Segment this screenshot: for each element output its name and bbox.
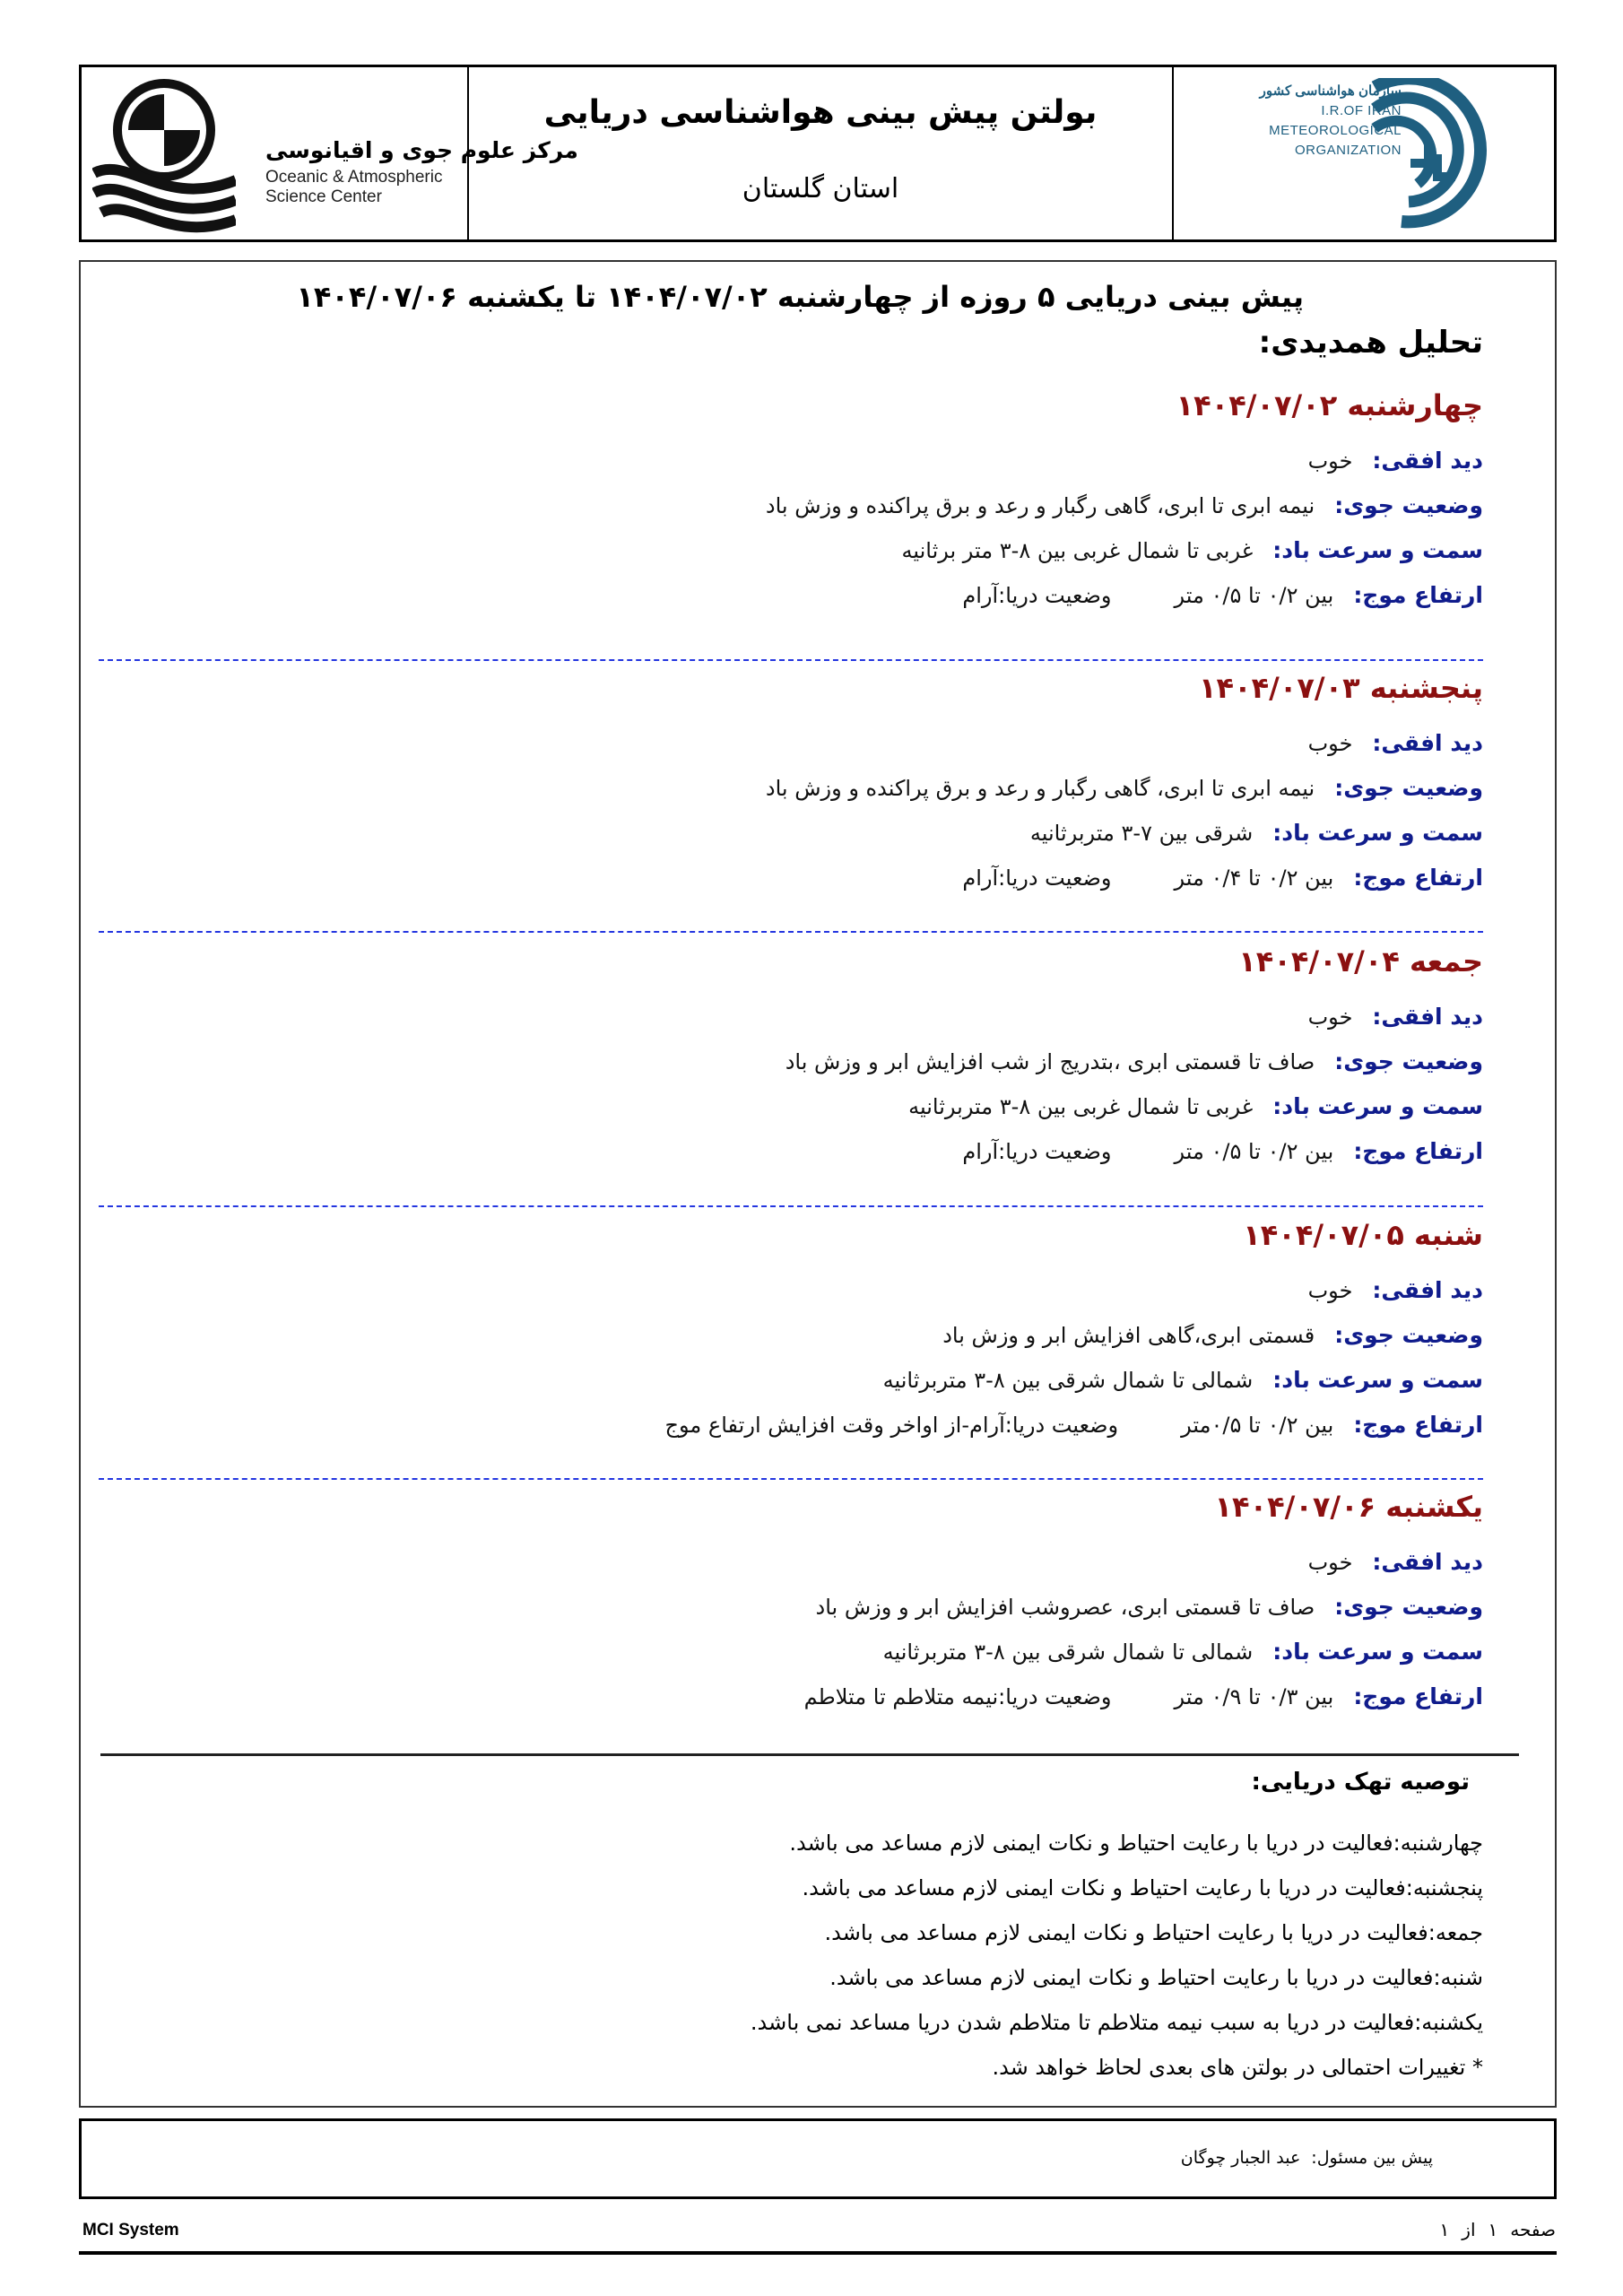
day-separator: [99, 1205, 1483, 1207]
visibility-value: خوب: [1307, 448, 1353, 474]
wind-row: [138, 528, 1483, 573]
wave-value: بین ۰/۲ تا ۰/۵ متر: [1174, 583, 1334, 608]
visibility-label: دید افقی:: [1372, 1549, 1483, 1575]
irimo-name-en-line1: I.R.OF IRAN: [1321, 103, 1402, 118]
advice-list: [751, 1821, 1483, 2090]
forecast-body: [79, 260, 1557, 2108]
weather-row: [138, 766, 1483, 811]
oasc-logo-cell: [82, 67, 578, 239]
irimo-name-en-line3: ORGANIZATION: [1294, 143, 1402, 158]
visibility-value: خوب: [1307, 1550, 1353, 1575]
wind-label: سمت و سرعت باد:: [1272, 820, 1483, 846]
responsible-name: عبد الجبار چوگان: [1180, 2148, 1301, 2168]
wind-value: شرقی بین ۷-۳ متربرثانیه: [1029, 821, 1254, 846]
page-total: ۱: [1439, 2219, 1450, 2240]
visibility-row: [138, 995, 1483, 1039]
advice-item: شنبه:فعالیت در دریا با رعایت احتیاط و نکات ایمنی لازم مساعد می باشد.: [829, 1965, 1483, 1990]
wind-value: غربی تا شمال غربی بین ۸-۳ متر برثانیه: [901, 538, 1254, 563]
weather-label: وضعیت جوی:: [1334, 492, 1483, 518]
weather-value: نیمه ابری تا ابری، گاهی رگبار و رعد و برق پراکنده و وزش باد: [765, 493, 1315, 518]
advice-divider: [100, 1753, 1519, 1756]
day-separator: [99, 1478, 1483, 1480]
visibility-value: خوب: [1307, 731, 1353, 756]
visibility-label: دید افقی:: [1372, 448, 1483, 474]
wave-value: بین ۰/۳ تا ۰/۹ متر: [1174, 1684, 1334, 1709]
day-title: پنجشنبه ۱۴۰۴/۰۷/۰۳: [1199, 671, 1483, 705]
system-name: MCI System: [82, 2221, 179, 2239]
bulletin-title: بولتن پیش بینی هواشناسی دریایی: [543, 94, 1098, 131]
weather-value: صاف تا قسمتی ابری ،بتدریج از شب افزایش ابر و وزش باد: [785, 1049, 1315, 1074]
wind-value: شمالی تا شمال شرقی بین ۸-۳ متربرثانیه: [882, 1639, 1254, 1665]
weather-label: وضعیت جوی:: [1334, 1594, 1483, 1620]
advice-note: * تغییرات احتمالی در بولتن های بعدی لحاظ خواهد شد.: [992, 2055, 1483, 2080]
weather-label: وضعیت جوی:: [1334, 1322, 1483, 1348]
weather-value: نیمه ابری تا ابری، گاهی رگبار و رعد و برق پراکنده و وزش باد: [765, 776, 1315, 801]
page-label: صفحه: [1510, 2219, 1556, 2240]
oceanic-atmospheric-center-logo-icon: [92, 74, 236, 236]
sea-state-value: وضعیت دریا:آرام: [962, 583, 1112, 608]
day-forecast-friday: [138, 939, 1483, 1174]
weather-row: [138, 1585, 1483, 1630]
wind-label: سمت و سرعت باد:: [1272, 1093, 1483, 1119]
wave-label: ارتفاع موج:: [1353, 865, 1483, 891]
wind-row: [138, 811, 1483, 856]
advice-heading: توصیه تهک دریایی:: [1251, 1769, 1470, 1796]
irimo-logo-icon: [1366, 78, 1500, 230]
visibility-value: خوب: [1307, 1004, 1353, 1030]
page-of: از: [1462, 2219, 1476, 2240]
wave-label: ارتفاع موج:: [1353, 1683, 1483, 1709]
weather-value: صاف تا قسمتی ابری، عصروشب افزایش ابر و وزش باد: [815, 1595, 1315, 1620]
day-title: شنبه ۱۴۰۴/۰۷/۰۵: [1243, 1218, 1483, 1252]
visibility-row: [138, 1540, 1483, 1585]
day-forecast-wednesday: [138, 383, 1483, 618]
wind-label: سمت و سرعت باد:: [1272, 1367, 1483, 1393]
day-separator: [99, 659, 1483, 661]
page-number: [1428, 2219, 1556, 2240]
wind-row: [138, 1084, 1483, 1129]
visibility-label: دید افقی:: [1372, 1004, 1483, 1030]
province-name: استان گلستان: [742, 173, 899, 204]
synoptic-analysis-heading: تحلیل همدیدی:: [1258, 325, 1483, 361]
day-title: چهارشنبه ۱۴۰۴/۰۷/۰۲: [1176, 388, 1483, 422]
oasc-name-en-line2: Science Center: [265, 187, 382, 206]
wave-row: [138, 1129, 1483, 1174]
wind-value: شمالی تا شمال شرقی بین ۸-۳ متربرثانیه: [882, 1368, 1254, 1393]
day-forecast-saturday: [138, 1213, 1483, 1448]
day-separator: [99, 931, 1483, 933]
visibility-row: [138, 439, 1483, 483]
day-title: جمعه ۱۴۰۴/۰۷/۰۴: [1238, 944, 1483, 978]
weather-label: وضعیت جوی:: [1334, 1048, 1483, 1074]
day-forecast-sunday: [138, 1484, 1483, 1719]
sea-state-value: وضعیت دریا:آرام: [962, 865, 1112, 891]
page-current: ۱: [1488, 2219, 1498, 2240]
oasc-name-en: [265, 168, 442, 207]
day-forecast-thursday: [138, 665, 1483, 900]
wave-value: بین ۰/۲ تا ۰/۵ متر: [1174, 1139, 1334, 1164]
advice-item: پنجشنبه:فعالیت در دریا با رعایت احتیاط و نکات ایمنی لازم مساعد می باشد.: [802, 1875, 1483, 1900]
wave-label: ارتفاع موج:: [1353, 1138, 1483, 1164]
weather-row: [138, 1039, 1483, 1084]
irimo-name-fa: سازمان هواشناسی کشور: [1259, 83, 1402, 99]
wave-row: [138, 856, 1483, 900]
visibility-label: دید افقی:: [1372, 730, 1483, 756]
wave-value: بین ۰/۲ تا ۰/۵متر: [1181, 1413, 1334, 1438]
header-title-cell: [469, 67, 1174, 239]
wave-row: [138, 1403, 1483, 1448]
visibility-label: دید افقی:: [1372, 1277, 1483, 1303]
oasc-name-en-line1: Oceanic & Atmospheric: [265, 168, 443, 187]
wind-row: [138, 1358, 1483, 1403]
weather-row: [138, 483, 1483, 528]
sea-state-value: وضعیت دریا:آرام-از اواخر وقت افزایش ارتفاع موج: [664, 1413, 1119, 1438]
wave-row: [138, 1674, 1483, 1719]
oasc-name-fa: مرکز علوم جوی و اقیانوسی: [265, 137, 578, 163]
footer-rule: [79, 2251, 1557, 2255]
forecast-title: پیش بینی دریایی ۵ روزه از چهارشنبه ۱۴۰۴/۰۷/۰۲ تا یکشنبه ۱۴۰۴/۰۷/۰۶: [296, 280, 1304, 314]
wind-label: سمت و سرعت باد:: [1272, 537, 1483, 563]
visibility-value: خوب: [1307, 1278, 1353, 1303]
bulletin-header: [79, 65, 1557, 242]
advice-item: یکشنبه:فعالیت در دریا به سبب نیمه متلاطم تا متلاطم شدن دریا مساعد نمی باشد.: [750, 2010, 1483, 2035]
irimo-name-en-line2: METEOROLOGICAL: [1269, 123, 1402, 138]
wave-value: بین ۰/۲ تا ۰/۴ متر: [1174, 865, 1334, 891]
visibility-row: [138, 721, 1483, 766]
wave-row: [138, 573, 1483, 618]
sea-state-value: وضعیت دریا:آرام: [962, 1139, 1112, 1164]
wind-value: غربی تا شمال غربی بین ۸-۳ متربرثانیه: [908, 1094, 1254, 1119]
irimo-logo-cell: [1174, 67, 1554, 239]
advice-item: جمعه:فعالیت در دریا با رعایت احتیاط و نکات ایمنی لازم مساعد می باشد.: [824, 1920, 1483, 1945]
weather-row: [138, 1313, 1483, 1358]
wind-label: سمت و سرعت باد:: [1272, 1639, 1483, 1665]
day-title: یکشنبه ۱۴۰۴/۰۷/۰۶: [1214, 1490, 1483, 1524]
responsible-forecaster-box: [79, 2118, 1557, 2199]
weather-label: وضعیت جوی:: [1334, 775, 1483, 801]
weather-value: قسمتی ابری،گاهی افزایش ابر و وزش باد: [942, 1323, 1315, 1348]
advice-item: چهارشنبه:فعالیت در دریا با رعایت احتیاط و نکات ایمنی لازم مساعد می باشد.: [789, 1831, 1483, 1856]
wave-label: ارتفاع موج:: [1353, 1412, 1483, 1438]
sea-state-value: وضعیت دریا:نیمه متلاطم تا متلاطم: [803, 1684, 1112, 1709]
responsible-forecaster: [1170, 2148, 1433, 2168]
wave-label: ارتفاع موج:: [1353, 582, 1483, 608]
wind-row: [138, 1630, 1483, 1674]
visibility-row: [138, 1268, 1483, 1313]
responsible-label: پیش بین مسئول:: [1311, 2148, 1433, 2168]
